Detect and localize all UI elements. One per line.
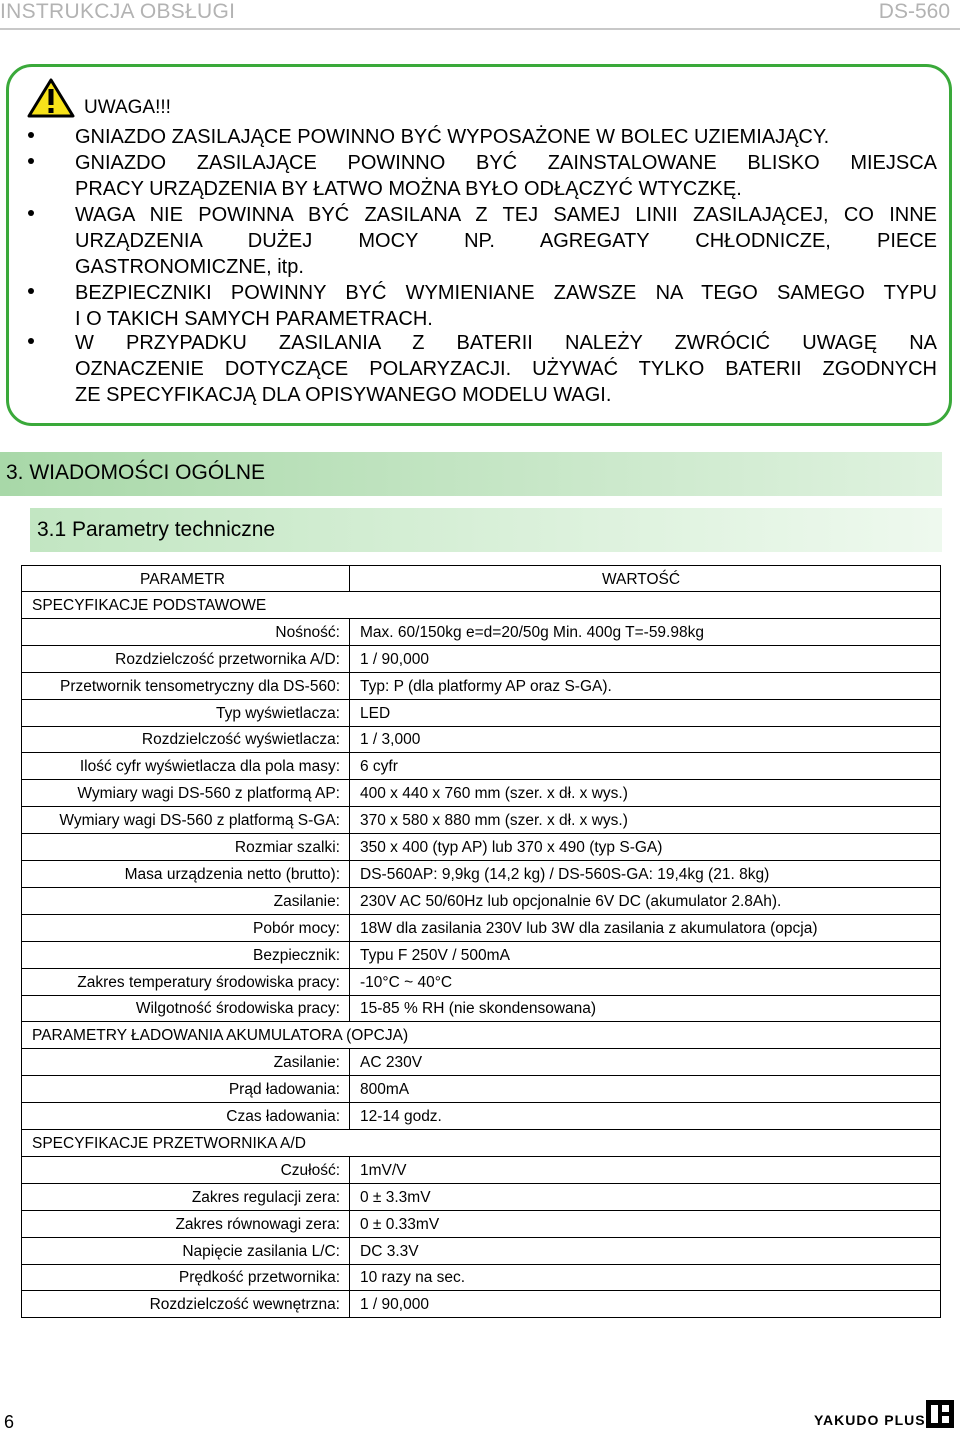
row-value: 0 ± 3.3mV: [360, 1188, 431, 1206]
row-label: Zakres równowagi zera:: [175, 1215, 340, 1233]
table-row: [21, 780, 941, 807]
row-label: Masa urządzenia netto (brutto):: [124, 865, 340, 883]
section-heading: SPECYFIKACJE PRZETWORNIKA A/D: [32, 1134, 306, 1152]
warning-item-text: OZNACZENIE DOTYCZĄCE POLARYZACJI. UŻYWAĆ TYLKO BATERII ZGODNYCH: [75, 358, 937, 380]
logo-mark-icon: [926, 1400, 954, 1428]
company-logo: [814, 1400, 956, 1430]
column-divider: [349, 942, 350, 968]
row-value: -10°C ~ 40°C: [360, 973, 453, 991]
row-label: Czułość:: [280, 1161, 340, 1179]
section-heading: PARAMETRY ŁADOWANIA AKUMULATORA (OPCJA): [32, 1027, 409, 1045]
table-row: [21, 1049, 941, 1076]
warning-item-text: GNIAZDO ZASILAJĄCE POWINNO BYĆ ZAINSTALOWANE BLISKO MIEJSCA: [75, 152, 937, 174]
manual-title: INSTRUKCJA OBSŁUGI: [0, 0, 236, 23]
row-label: Bezpiecznik:: [252, 946, 340, 964]
column-divider: [349, 1291, 350, 1317]
header-value: WARTOŚĆ: [602, 571, 681, 588]
column-divider: [349, 834, 350, 860]
row-value: Typ: P (dla platformy AP oraz S-GA).: [360, 677, 612, 695]
page-number: 6: [4, 1412, 15, 1432]
subsection-title: 3.1 Parametry techniczne: [37, 518, 276, 541]
column-divider: [349, 726, 350, 752]
warning-item-text: URZĄDZENIA DUŻEJ MOCY NP. AGREGATY CHŁODNICZE, PIECE: [75, 230, 937, 252]
row-value: 10 razy na sec.: [360, 1269, 466, 1287]
column-divider: [349, 888, 350, 914]
row-label: Rozdzielczość przetwornika A/D:: [115, 650, 340, 668]
bullet-icon: [28, 288, 34, 294]
table-row: [21, 1157, 941, 1184]
row-label: Rozdzielczość wyświetlacza:: [141, 731, 340, 749]
header-parameter: PARAMETR: [140, 571, 225, 588]
table-row: [21, 1184, 941, 1211]
table-row: [21, 834, 941, 861]
table-row: [21, 1291, 941, 1318]
table-section-row: [21, 1130, 941, 1157]
column-divider: [349, 1157, 350, 1183]
warning-item-text: GNIAZDO ZASILAJĄCE POWINNO BYĆ WYPOSAŻONE W BOLEC UZIEMIAJĄCY.: [75, 126, 830, 148]
column-divider: [349, 1103, 350, 1129]
column-divider: [349, 1049, 350, 1075]
row-label: Zakres temperatury środowiska pracy:: [77, 973, 340, 991]
bullet-icon: [28, 158, 34, 164]
row-label: Wymiary wagi DS-560 z platformą S-GA:: [59, 812, 340, 830]
column-divider: [349, 969, 350, 995]
row-value: Typu F 250V / 500mA: [360, 946, 510, 964]
table-row: [21, 1076, 941, 1103]
table-row: [21, 673, 941, 700]
bullet-icon: [28, 210, 34, 216]
table-row: [21, 646, 941, 673]
row-value: 1mV/V: [360, 1161, 407, 1179]
column-divider: [349, 673, 350, 699]
row-value: 0 ± 0.33mV: [360, 1215, 440, 1233]
column-divider: [349, 807, 350, 833]
column-divider: [349, 995, 350, 1021]
row-value: 400 x 440 x 760 mm (szer. x dł. x wys.): [360, 785, 628, 803]
row-label: Rozdzielczość wewnętrzna:: [149, 1296, 340, 1314]
warning-item-text: W PRZYPADKU ZASILANIA Z BATERII NALEŻY ZWRÓCIĆ UWAGĘ NA: [75, 332, 937, 354]
row-label: Przetwornik tensometryczny dla DS-560:: [60, 677, 340, 695]
table-row: [21, 861, 941, 888]
table-row: [21, 619, 941, 646]
row-value: 1 / 90,000: [360, 1296, 429, 1314]
row-value: AC 230V: [360, 1054, 423, 1072]
row-label: Zakres regulacji zera:: [191, 1188, 340, 1206]
row-value: 6 cyfr: [360, 758, 398, 776]
row-value: 370 x 580 x 880 mm (szer. x dł. x wys.): [360, 812, 628, 830]
row-label: Wymiary wagi DS-560 z platformą AP:: [77, 785, 340, 803]
bullet-icon: [28, 132, 34, 138]
row-label: Zasilanie:: [273, 1054, 340, 1072]
column-divider: [349, 619, 350, 645]
warning-item-text: PRACY URZĄDZENIA BY ŁATWO MOŻNA BYŁO ODŁĄCZYĆ WTYCZKĘ.: [75, 178, 742, 200]
table-section-row: [21, 592, 941, 619]
page-header: [0, 0, 960, 24]
row-label: Prędkość przetwornika:: [178, 1269, 340, 1287]
row-value: DS-560AP: 9,9kg (14,2 kg) / DS-560S-GA: 19,4kg (21. 8kg): [360, 865, 770, 883]
table-row: [21, 753, 941, 780]
row-value: 1 / 90,000: [360, 650, 429, 668]
row-value: 12-14 godz.: [360, 1108, 442, 1125]
row-value: 1 / 3,000: [360, 731, 421, 749]
row-label: Nośność:: [275, 623, 340, 641]
table-row: [21, 807, 941, 834]
logo-text: YAKUDO PLUS: [814, 1412, 926, 1428]
table-row: [21, 726, 941, 753]
warning-item-text: I O TAKICH SAMYCH PARAMETRACH.: [75, 308, 433, 330]
row-value: 15-85 % RH (nie skondensowana): [360, 1000, 597, 1018]
column-divider: [349, 1264, 350, 1290]
column-divider: [349, 566, 350, 591]
table-row: [21, 1238, 941, 1265]
table-row: [21, 995, 941, 1022]
table-row: [21, 888, 941, 915]
row-label: Pobór mocy:: [252, 919, 340, 937]
row-label: Typ wyświetlacza:: [215, 704, 340, 722]
row-label: Rozmiar szalki:: [234, 839, 340, 856]
row-label: Wilgotność środowiska pracy:: [135, 1000, 340, 1018]
column-divider: [349, 1211, 350, 1237]
table-row: [21, 915, 941, 942]
column-divider: [349, 1076, 350, 1102]
row-value: 800mA: [360, 1081, 410, 1099]
header-divider: [0, 28, 960, 30]
section-title: 3. WIADOMOŚCI OGÓLNE: [6, 461, 266, 484]
warning-item-text: ZE SPECYFIKACJĄ DLA OPISYWANEGO MODELU WAGI.: [75, 384, 612, 406]
section-heading: SPECYFIKACJE PODSTAWOWE: [32, 596, 267, 614]
table-row: [21, 942, 941, 969]
table-row: [21, 1264, 941, 1291]
warning-item-text: BEZPIECZNIKI POWINNY BYĆ WYMIENIANE ZAWSZE NA TEGO SAMEGO TYPU: [75, 282, 937, 304]
warning-item-text: GASTRONOMICZNE, itp.: [75, 256, 304, 278]
column-divider: [349, 753, 350, 779]
column-divider: [349, 1238, 350, 1264]
row-label: Czas ładowania:: [226, 1108, 340, 1125]
table-row: [21, 700, 941, 727]
column-divider: [349, 700, 350, 726]
row-value: 230V AC 50/60Hz lub opcjonalnie 6V DC (akumulator 2.8Ah).: [360, 892, 782, 910]
warning-item-text: WAGA NIE POWINNA BYĆ ZASILANA Z TEJ SAMEJ LINII ZASILAJĄCEJ, CO INNE: [75, 204, 937, 226]
column-divider: [349, 646, 350, 672]
column-divider: [349, 1184, 350, 1210]
table-row: [21, 969, 941, 996]
column-divider: [349, 780, 350, 806]
table-header-row: [21, 565, 941, 592]
bullet-icon: [28, 338, 34, 344]
column-divider: [349, 861, 350, 887]
warning-triangle-icon: [27, 78, 75, 118]
row-label: Zasilanie:: [273, 892, 340, 910]
model-name: DS-560: [878, 0, 950, 23]
row-value: Max. 60/150kg e=d=20/50g Min. 400g T=-59.98kg: [360, 623, 704, 641]
table-section-row: [21, 1022, 941, 1049]
row-value: LED: [360, 704, 391, 722]
row-value: 350 x 400 (typ AP) lub 370 x 490 (typ S-GA): [360, 839, 663, 856]
row-label: Prąd ładowania:: [228, 1081, 340, 1099]
column-divider: [349, 915, 350, 941]
row-value: 18W dla zasilania 230V lub 3W dla zasilania z akumulatora (opcja): [360, 919, 818, 937]
row-label: Ilość cyfr wyświetlacza dla pola masy:: [79, 758, 340, 776]
table-row: [21, 1103, 941, 1130]
row-value: DC 3.3V: [360, 1242, 419, 1260]
row-label: Napięcie zasilania L/C:: [182, 1242, 340, 1260]
table-row: [21, 1211, 941, 1238]
warning-title: UWAGA!!!: [84, 97, 171, 118]
